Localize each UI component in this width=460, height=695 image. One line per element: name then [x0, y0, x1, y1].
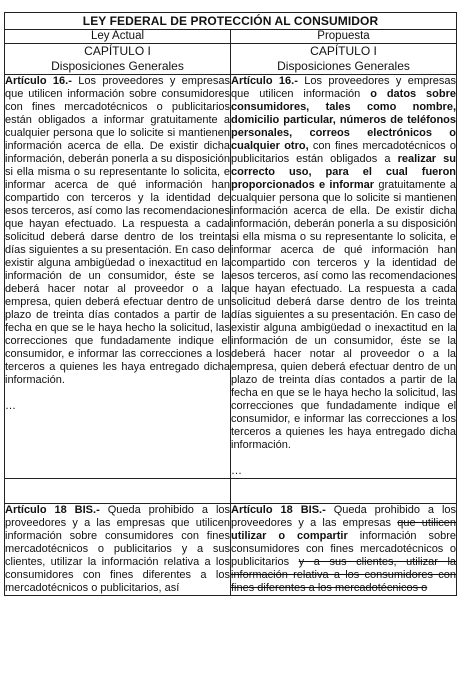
article-16-proposal-body-1: Los proveedores y empresas que utilicen información	[231, 75, 456, 100]
chapter-title-left: Disposiciones Generales	[51, 59, 184, 73]
article-16-current-heading: Artículo 16.-	[5, 75, 72, 87]
article-18bis-proposal-heading: Artículo 18 BIS.-	[231, 504, 326, 516]
empty-cell-right	[231, 479, 457, 504]
column-header-current-law: Ley Actual	[5, 30, 231, 44]
table-title: LEY FEDERAL DE PROTECCIÓN AL CONSUMIDOR	[5, 13, 457, 30]
article-16-proposal-ellipsis: …	[231, 465, 242, 477]
article-16-proposal-added-2: realizar su correcto uso, para el cual fueron proporcionados e informar	[231, 153, 457, 191]
article-16-proposal-body-2: con fines mercadotécnicos o publicitarios están obligados a	[231, 140, 457, 165]
chapter-title-right: Disposiciones Generales	[277, 59, 410, 73]
article-18bis-current-text	[5, 504, 230, 595]
column-header-proposal: Propuesta	[231, 30, 457, 44]
article-18bis-proposal-deleted-2: y a sus clientes, utilizar la información relativa a los consumidores con fines diferentes a los mercadotécnicos o	[231, 556, 457, 594]
chapter-heading-right	[231, 44, 457, 75]
article-18bis-current-body: Queda prohibido a los proveedores y a las empresas que utilicen información sobre consumidores con fines mercadotécnicos o publicitarios y a sus clientes, utilizar la información relativa a los consumidores con fines diferentes a los mercadotécnicos o publicitarios, así	[5, 504, 230, 594]
article-18bis-current-heading: Artículo 18 BIS.-	[5, 504, 100, 516]
comparison-table	[4, 12, 457, 596]
article-18bis-proposal-added-1: utilizar o compartir	[231, 530, 348, 542]
article-18bis-proposal-cell	[231, 504, 457, 596]
chapter-number-left: CAPÍTULO I	[84, 44, 151, 58]
article-18bis-proposal-body-1: Queda prohibido a los proveedores y a las empresas	[231, 504, 457, 529]
article-16-current-cell	[5, 75, 231, 479]
article-16-current-ellipsis: …	[5, 400, 16, 412]
article-16-proposal-cell	[231, 75, 457, 479]
article-18bis-proposal-text	[231, 504, 456, 595]
article-16-current-text	[5, 75, 230, 387]
article-16-proposal-heading: Artículo 16.-	[231, 75, 298, 87]
article-18bis-proposal-deleted-1: que utilicen	[397, 517, 457, 529]
chapter-number-right: CAPÍTULO I	[310, 44, 377, 58]
article-16-current-body: Los proveedores y empresas que utilicen información sobre consumidores con fines mercadotécnicos o publicitarios están obligados a informar gratuitamente a cualquier persona que lo solicite si mantienen información acerca de ella. De existir dicha información, deberán ponerla a su disposición si ella misma o su representante lo solicita, e informar acerca de qué información han compartido con terceros y la identidad de esos terceros, así como las recomendaciones que hayan efectuado. La respuesta a cada solicitud deberá darse dentro de los treinta días siguientes a su presentación. En caso de existir alguna ambigüedad o inexactitud en la información de un consumidor, éste se la deberá hacer notar al proveedor o a la empresa, quien deberá efectuar dentro de un plazo de treinta días contados a partir de la fecha en que se le haya hecho la solicitud, las correcciones que fundadamente indique el consumidor, e informar las correcciones a los terceros a quienes les haya entregado dicha información.	[5, 75, 230, 386]
article-16-proposal-added-1: o datos sobre consumidores, tales como nombre, domicilio particular, números de teléfonos personales, correos electrónicos o cualquier otro,	[231, 88, 457, 152]
article-16-proposal-text	[231, 75, 456, 452]
article-18bis-current-cell	[5, 504, 231, 596]
chapter-heading-left	[5, 44, 231, 75]
article-16-proposal-body-3: gratuitamente a cualquier persona que lo solicite si mantienen información acerca de ella. De existir dicha información, deberán ponerla a su disposición si ella misma o su representante lo solicita, e informar acerca de qué información han compartido con terceros y la identidad de esos terceros, así como las recomendaciones que hayan efectuado. La respuesta a cada solicitud deberá darse dentro de los treinta días siguientes a su presentación. En caso de existir alguna ambigüedad o inexactitud en la información de un consumidor, éste se la deberá hacer notar al proveedor o a la empresa, quien deberá efectuar dentro de un plazo de treinta días contados a partir de la fecha en que se le haya hecho la solicitud, las correcciones que fundadamente indique el consumidor, e informar las correcciones a los terceros a quienes les haya entregado dicha información.	[231, 179, 457, 451]
article-18bis-proposal-body-2: información sobre consumidores con fines mercadotécnicos o publicitarios	[231, 530, 457, 568]
empty-cell-left	[5, 479, 231, 504]
